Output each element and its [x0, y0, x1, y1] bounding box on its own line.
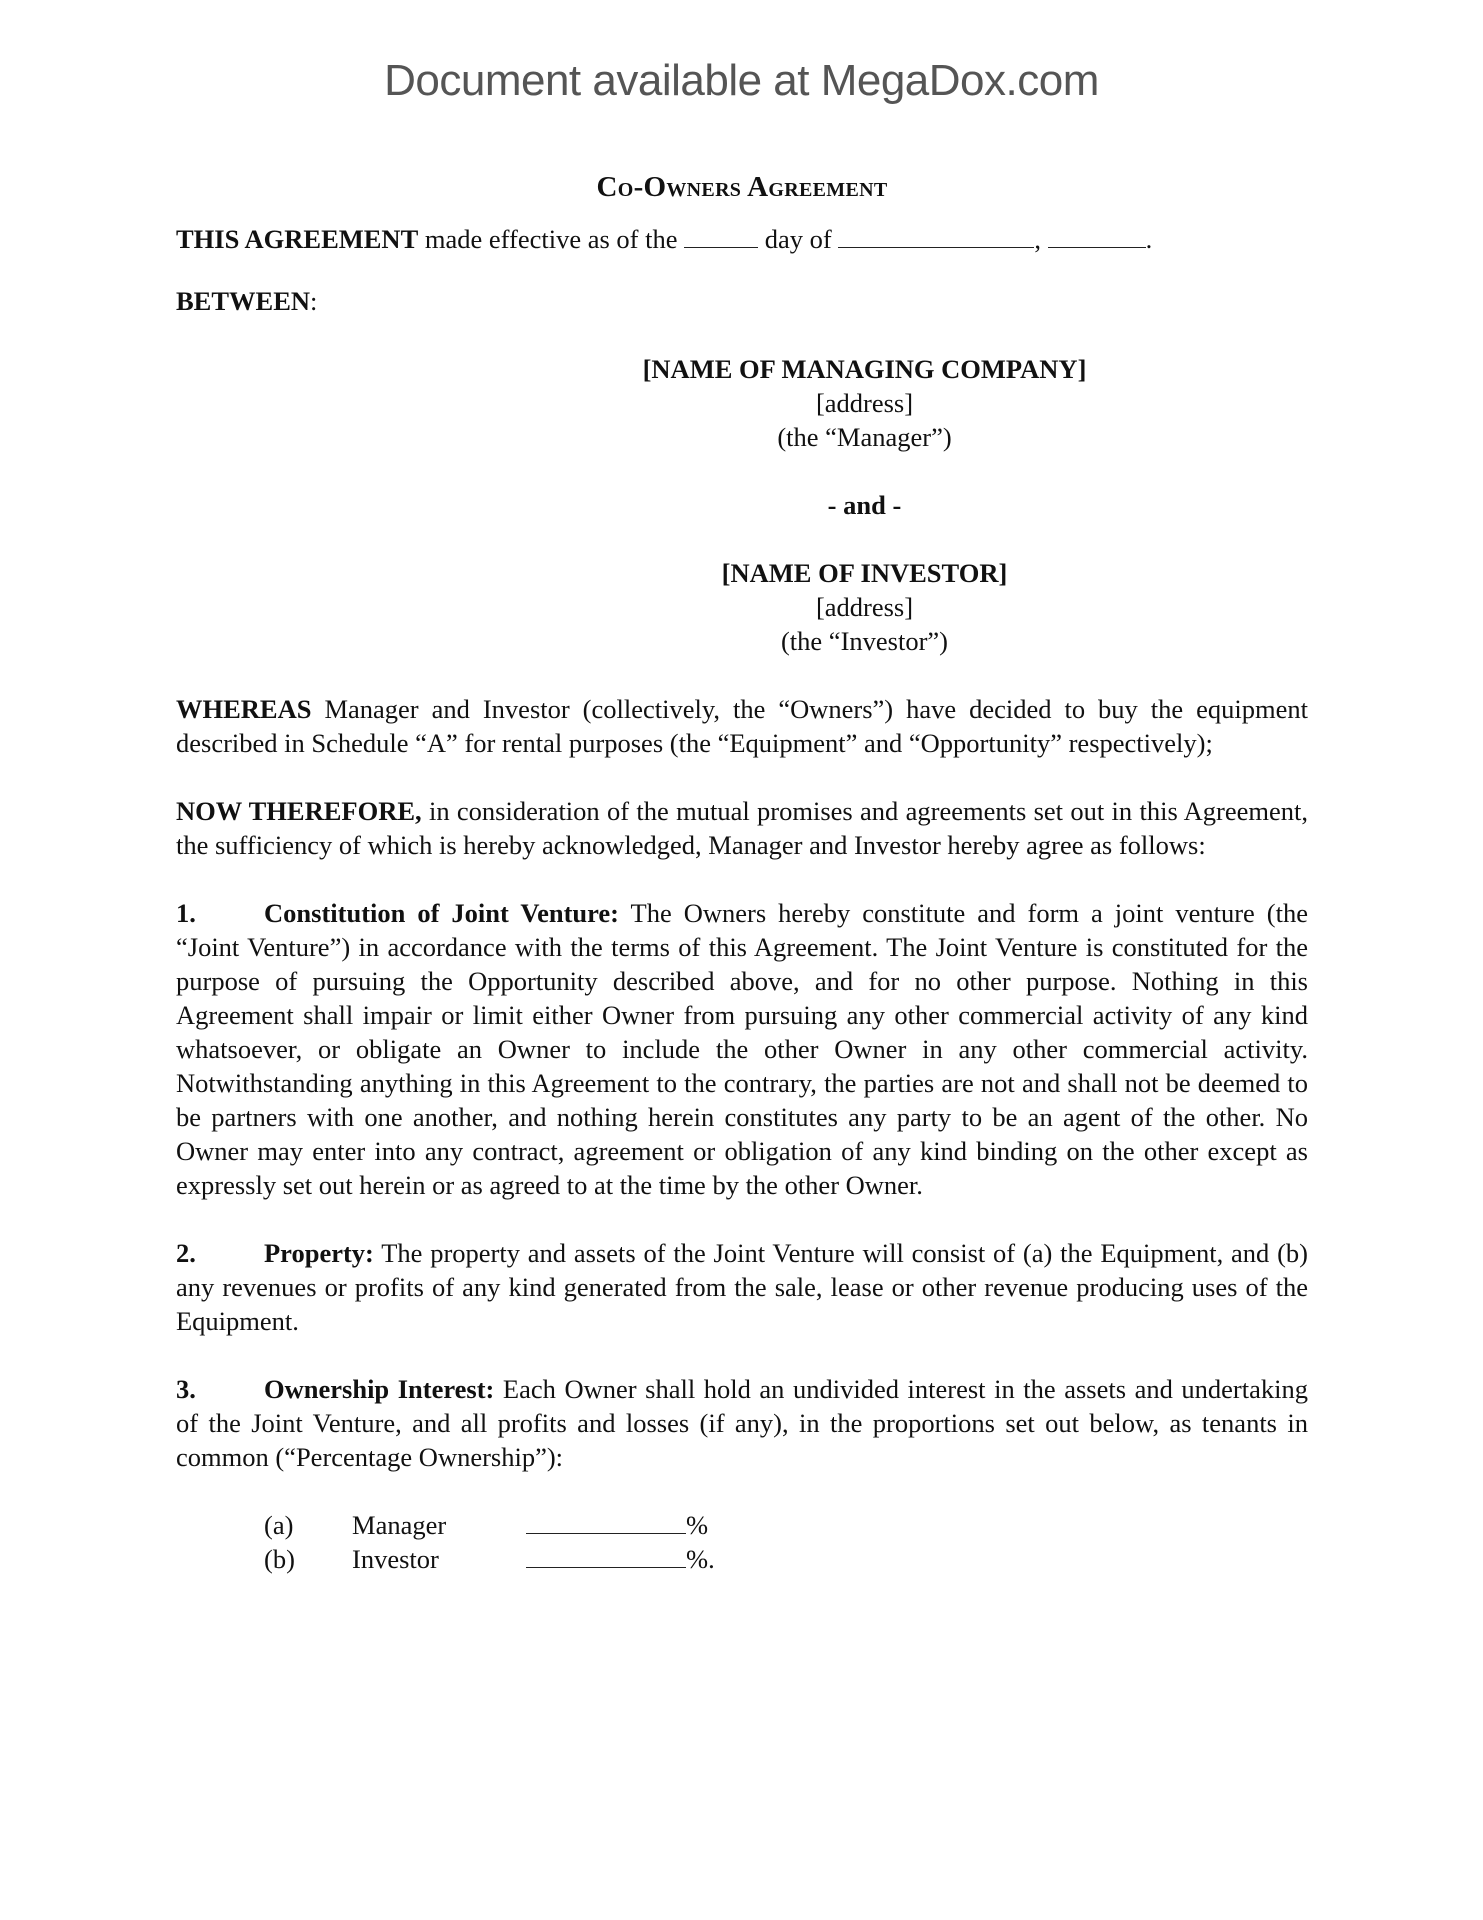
party-investor [176, 556, 1308, 658]
party-investor-name: [NAME OF INVESTOR] [721, 558, 1008, 588]
section-2 [176, 1236, 1308, 1338]
manager-percentage-field[interactable] [526, 1511, 686, 1534]
section-3-heading: Ownership Interest: [264, 1374, 495, 1404]
investor-percentage-field[interactable] [526, 1545, 686, 1568]
section-2-heading: Property: [264, 1238, 374, 1268]
party-manager-address: [address] [815, 388, 914, 418]
intro-lead: THIS AGREEMENT [176, 224, 419, 254]
year-blank-field[interactable] [1048, 225, 1146, 248]
ownership-suffix: %. [686, 1544, 715, 1574]
between-heading [176, 284, 1308, 318]
whereas-clause [176, 692, 1308, 760]
party-manager [176, 352, 1308, 454]
ownership-row-manager [264, 1508, 1308, 1542]
intro-end: . [1145, 224, 1153, 254]
document-page [176, 170, 1308, 1576]
section-2-number: 2. [176, 1238, 196, 1268]
intro-text: made effective as of the [418, 224, 685, 254]
section-3-text: Each Owner shall hold an undivided interest in the assets and undertaking of the Joint Venture, and all profits and losses (if any), in the proportions set out below, as tenants in common (“Percentage Ownership”): [176, 1374, 1308, 1472]
and-separator: - and - [827, 490, 902, 520]
now-therefore-lead: NOW THEREFORE, [176, 796, 422, 826]
between-label: BETWEEN [176, 286, 311, 316]
section-2-text: The property and assets of the Joint Venture will consist of (a) the Equipment, and (b) any revenues or profits of any kind generated from the sale, lease or other revenue producing uses of the Equipment. [176, 1238, 1308, 1336]
month-blank-field[interactable] [838, 225, 1034, 248]
ownership-suffix: % [686, 1510, 709, 1540]
intro-comma: , [1034, 224, 1048, 254]
day-blank-field[interactable] [684, 225, 758, 248]
ownership-letter: (a) [264, 1510, 294, 1540]
section-1-number: 1. [176, 898, 196, 928]
party-manager-name: [NAME OF MANAGING COMPANY] [642, 354, 1087, 384]
ownership-party: Investor [352, 1544, 439, 1574]
section-3-number: 3. [176, 1374, 196, 1404]
whereas-lead: WHEREAS [176, 694, 312, 724]
whereas-text: Manager and Investor (collectively, the “Owners”) have decided to buy the equipment described in Schedule “A” for rental purposes (the “Equipment” and “Opportunity” respectively); [176, 694, 1308, 758]
ownership-party: Manager [352, 1510, 447, 1540]
intro-day-of: day of [758, 224, 839, 254]
party-manager-alias: (the “Manager”) [777, 422, 952, 452]
ownership-row-investor [264, 1542, 1308, 1576]
party-investor-alias: (the “Investor”) [780, 626, 948, 656]
ownership-letter: (b) [264, 1544, 295, 1574]
section-1 [176, 896, 1308, 1202]
megadox-banner: Document available at MegaDox.com [384, 56, 1099, 105]
now-therefore-clause [176, 794, 1308, 862]
section-1-heading: Constitution of Joint Venture: [264, 898, 619, 928]
party-investor-address: [address] [815, 592, 914, 622]
now-therefore-text: in consideration of the mutual promises and agreements set out in this Agreement, the sufficiency of which is hereby acknowledged, Manager and Investor hereby agree as follows: [176, 796, 1308, 860]
document-title: Co-Owners Agreement [596, 171, 888, 203]
section-3 [176, 1372, 1308, 1474]
between-colon: : [310, 286, 318, 316]
section-1-text: The Owners hereby constitute and form a joint venture (the “Joint Venture”) in accordance with the terms of this Agreement. The Joint Venture is constituted for the purpose of pursuing the Opportunity described above, and for no other purpose. Nothing in this Agreement shall impair or limit either Owner from pursuing any other commercial activity of any kind whatsoever, or obligate an Owner to include the other Owner in any other commercial activity. Notwithstanding anything in this Agreement to the contrary, the parties are not and shall not be deemed to be partners with one another, and nothing herein constitutes any party to be an agent of the other. No Owner may enter into any contract, agreement or obligation of any kind binding on the other except as expressly set out herein or as agreed to at the time by the other Owner. [176, 898, 1308, 1200]
agreement-intro [176, 222, 1308, 256]
